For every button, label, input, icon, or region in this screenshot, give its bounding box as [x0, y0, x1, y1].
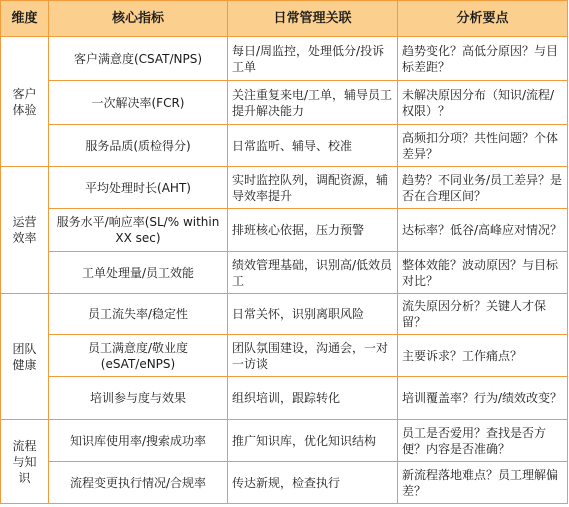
- analysis-cell: 员工是否爱用？查找是否方便？内容是否准确？: [398, 420, 568, 462]
- table-row: [1, 420, 568, 462]
- analysis-cell: 高频扣分项？共性问题？个体差异？: [398, 125, 568, 167]
- metric-cell: 服务水平/响应率(SL/% within XX sec): [49, 209, 228, 252]
- mgmt-cell: 组织培训，跟踪转化: [228, 377, 398, 420]
- dimension-team-health: 团队健康: [1, 294, 49, 420]
- metric-cell: 服务品质(质检得分): [49, 125, 228, 167]
- table-row: [1, 167, 568, 209]
- header-daily-management: 日常管理关联: [228, 1, 398, 37]
- analysis-cell: 培训覆盖率？行为/绩效改变？: [398, 377, 568, 420]
- mgmt-cell: 传达新规，检查执行: [228, 462, 398, 504]
- metric-cell: 工单处理量/员工效能: [49, 252, 228, 294]
- metric-cell: 一次解决率(FCR): [49, 81, 228, 125]
- mgmt-cell: 团队氛围建设，沟通会，一对一访谈: [228, 335, 398, 377]
- analysis-cell: 趋势？不同业务/员工差异？是否在合理区间？: [398, 167, 568, 209]
- analysis-cell: 趋势变化？高低分原因？与目标差距？: [398, 37, 568, 81]
- dimension-process-knowledge: 流程与知识: [1, 420, 49, 504]
- mgmt-cell: 绩效管理基础，识别高/低效员工: [228, 252, 398, 294]
- metric-cell: 员工满意度/敬业度(eSAT/eNPS): [49, 335, 228, 377]
- table-row: [1, 125, 568, 167]
- metric-cell: 客户满意度(CSAT/NPS): [49, 37, 228, 81]
- dimension-operational-efficiency: 运营效率: [1, 167, 49, 294]
- header-core-metric: 核心指标: [49, 1, 228, 37]
- table-row: [1, 462, 568, 504]
- dimension-customer-experience: 客户体验: [1, 37, 49, 167]
- mgmt-cell: 推广知识库，优化知识结构: [228, 420, 398, 462]
- table-row: [1, 81, 568, 125]
- table-row: [1, 37, 568, 81]
- mgmt-cell: 日常关怀，识别离职风险: [228, 294, 398, 335]
- metric-cell: 流程变更执行情况/合规率: [49, 462, 228, 504]
- table-row: [1, 377, 568, 420]
- metric-cell: 培训参与度与效果: [49, 377, 228, 420]
- header-row: [1, 1, 568, 37]
- header-analysis-points: 分析要点: [398, 1, 568, 37]
- analysis-cell: 达标率？低谷/高峰应对情况？: [398, 209, 568, 252]
- metric-cell: 知识库使用率/搜索成功率: [49, 420, 228, 462]
- analysis-cell: 流失原因分析？关键人才保留？: [398, 294, 568, 335]
- metric-cell: 平均处理时长(AHT): [49, 167, 228, 209]
- table-row: [1, 335, 568, 377]
- analysis-cell: 主要诉求？工作痛点？: [398, 335, 568, 377]
- header-dimension: 维度: [1, 1, 49, 37]
- table-row: [1, 252, 568, 294]
- table-row: [1, 294, 568, 335]
- mgmt-cell: 关注重复来电/工单，辅导员工提升解决能力: [228, 81, 398, 125]
- mgmt-cell: 每日/周监控，处理低分/投诉工单: [228, 37, 398, 81]
- analysis-cell: 未解决原因分布（知识/流程/权限）？: [398, 81, 568, 125]
- mgmt-cell: 实时监控队列，调配资源，辅导效率提升: [228, 167, 398, 209]
- analysis-cell: 新流程落地难点？员工理解偏差？: [398, 462, 568, 504]
- analysis-cell: 整体效能？波动原因？与目标对比？: [398, 252, 568, 294]
- mgmt-cell: 排班核心依据，压力预警: [228, 209, 398, 252]
- metric-cell: 员工流失率/稳定性: [49, 294, 228, 335]
- mgmt-cell: 日常监听、辅导、校准: [228, 125, 398, 167]
- table-row: [1, 209, 568, 252]
